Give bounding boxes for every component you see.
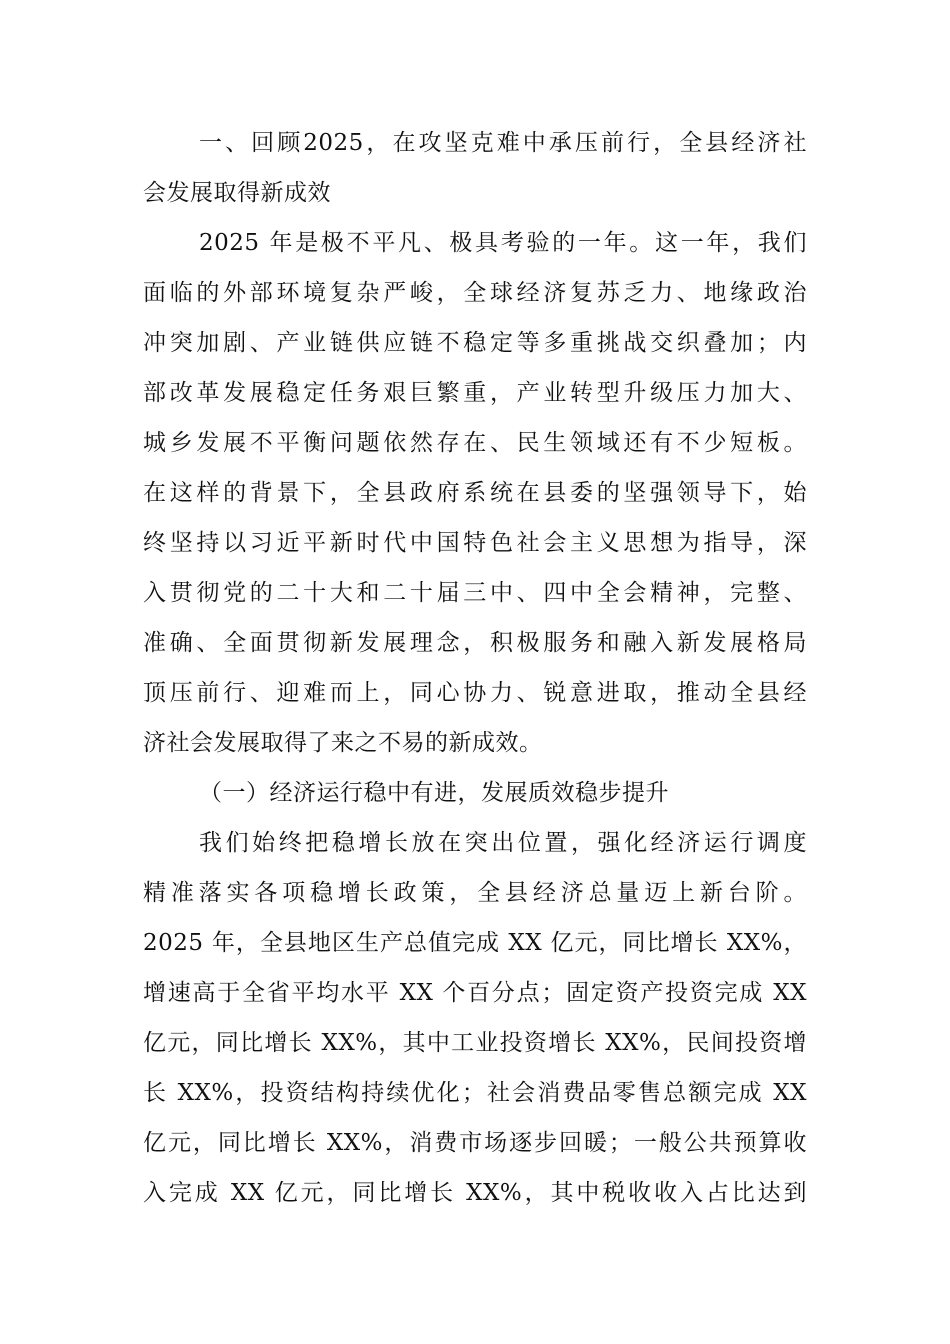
paragraph-line: 精准落实各项稳增长政策，全县经济总量迈上新台阶。 <box>143 880 807 906</box>
paragraph-line: 亿元，同比增长 XX%，消费市场逐步回暖；一般公共预算收 <box>143 1130 807 1156</box>
paragraph-line: 增速高于全省平均水平 XX 个百分点；固定资产投资完成 XX <box>143 980 807 1006</box>
paragraph-line: 面临的外部环境复杂严峻，全球经济复苏乏力、地缘政治 <box>143 280 807 306</box>
section-heading <box>143 118 807 218</box>
paragraph-economy <box>143 818 807 1218</box>
subheading-line: （一）经济运行稳中有进，发展质效稳步提升 <box>199 780 669 806</box>
paragraph-line: 亿元，同比增长 XX%，其中工业投资增长 XX%，民间投资增 <box>143 1030 807 1056</box>
paragraph-line: 我们始终把稳增长放在突出位置，强化经济运行调度 <box>199 830 807 856</box>
heading-line: 会发展取得新成效 <box>143 180 331 206</box>
paragraph-line: 终坚持以习近平新时代中国特色社会主义思想为指导，深 <box>143 530 807 556</box>
paragraph-line: 长 XX%，投资结构持续优化；社会消费品零售总额完成 XX <box>143 1080 807 1106</box>
paragraph-line: 冲突加剧、产业链供应链不稳定等多重挑战交织叠加；内 <box>143 330 807 356</box>
document-body <box>143 118 807 1218</box>
paragraph-line: 入完成 XX 亿元，同比增长 XX%，其中税收收入占比达到 <box>143 1180 807 1206</box>
paragraph-line: 在这样的背景下，全县政府系统在县委的坚强领导下，始 <box>143 480 807 506</box>
paragraph-line: 2025 年是极不平凡、极具考验的一年。这一年，我们 <box>199 230 807 256</box>
paragraph-line: 准确、全面贯彻新发展理念，积极服务和融入新发展格局 <box>143 630 807 656</box>
paragraph-line: 入贯彻党的二十大和二十届三中、四中全会精神，完整、 <box>143 580 807 606</box>
paragraph-line: 济社会发展取得了来之不易的新成效。 <box>143 730 543 756</box>
paragraph-intro <box>143 218 807 768</box>
subsection-heading <box>143 768 807 818</box>
heading-line: 一、回顾2025，在攻坚克难中承压前行，全县经济社 <box>199 130 807 156</box>
paragraph-line: 顶压前行、迎难而上，同心协力、锐意进取，推动全县经 <box>143 680 807 706</box>
paragraph-line: 2025 年，全县地区生产总值完成 XX 亿元，同比增长 XX%， <box>143 930 807 956</box>
paragraph-line: 城乡发展不平衡问题依然存在、民生领域还有不少短板。 <box>143 430 807 456</box>
paragraph-line: 部改革发展稳定任务艰巨繁重，产业转型升级压力加大、 <box>143 380 807 406</box>
